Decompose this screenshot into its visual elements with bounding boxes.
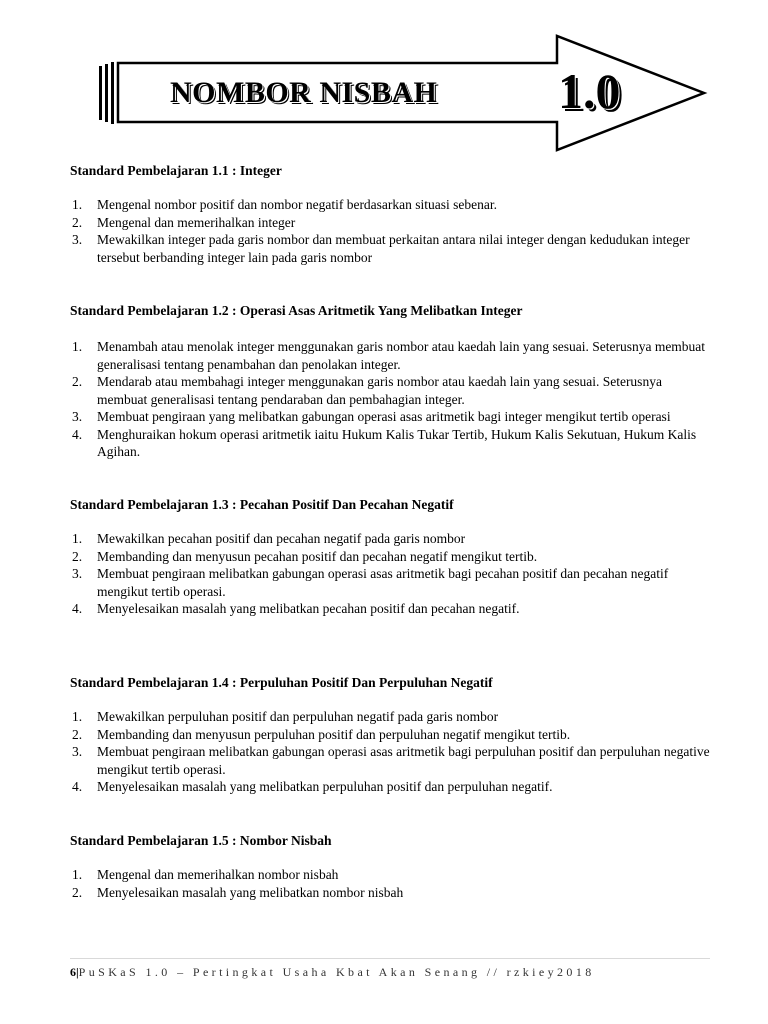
list-item: 1. Mengenal dan memerihalkan nombor nisbah [72, 867, 339, 882]
list-item: 3. Membuat pengiraan melibatkan gabungan operasi asas aritmetik bagi perpuluhan positif dan perpuluhan negative mengikut tertib operasi. [72, 744, 710, 777]
list-item: 3. Membuat pengiraan yang melibatkan gabungan operasi asas aritmetik bagi integer mengikut tertib operasi [72, 409, 671, 424]
footer-text [70, 965, 710, 980]
section-1-5 [70, 832, 710, 901]
objective-list [70, 708, 710, 796]
section-title: Standard Pembelajaran 1.2 : Operasi Asas Aritmetik Yang Melibatkan Integer [70, 303, 523, 318]
objective-list [70, 866, 710, 901]
section-title: Standard Pembelajaran 1.3 : Pecahan Positif Dan Pecahan Negatif [70, 497, 454, 512]
list-item: 2. Mendarab atau membahagi integer menggunakan garis nombor atau kaedah lain yang sesuai. Seterusnya membuat generalisasi tentang pendaraban dan pembahagian integer. [72, 374, 662, 407]
section-title: Standard Pembelajaran 1.4 : Perpuluhan Positif Dan Perpuluhan Negatif [70, 675, 493, 690]
list-item: 1. Menambah atau menolak integer menggunakan garis nombor atau kaedah lain yang sesuai. Seterusnya membuat generalisasi tentang penambahan dan penolakan integer. [72, 339, 706, 372]
list-item: 1. Mewakilkan pecahan positif dan pecahan negatif pada garis nombor [72, 531, 466, 546]
footer-separator: | [76, 965, 79, 979]
section-1-2 [70, 302, 710, 461]
list-item: 3. Membuat pengiraan melibatkan gabungan operasi asas aritmetik bagi pecahan positif dan pecahan negatif mengikut tertib operasi. [72, 566, 669, 599]
section-1-1 [70, 162, 710, 266]
list-item: 4. Menyelesaikan masalah yang melibatkan pecahan positif dan pecahan negatif. [72, 601, 520, 616]
list-item: 3. Mewakilkan integer pada garis nombor dan membuat perkaitan antara nilai integer dengan kedudukan integer tersebut berbanding integer lain pada garis nombor [72, 232, 690, 265]
list-item: 2. Mengenal dan memerihalkan integer [72, 214, 296, 230]
footer-caption: PuSKaS 1.0 – Pertingkat Usaha Kbat Akan Senang // rzkiey2018 [78, 965, 595, 979]
chapter-title: NOMBOR NISBAH [170, 76, 438, 109]
section-1-4 [70, 674, 710, 796]
objective-list [70, 338, 710, 461]
page-number: 6 [70, 965, 76, 979]
section-title: Standard Pembelajaran 1.5 : Nombor Nisbah [70, 833, 332, 848]
objective-list [70, 530, 710, 618]
section-1-3 [70, 496, 710, 618]
objective-list [70, 196, 710, 266]
chapter-number: 1.0 [558, 63, 621, 119]
list-item: 1. Mengenal nombor positif dan nombor negatif berdasarkan situasi sebenar. [72, 197, 498, 212]
list-item: 1. Mewakilkan perpuluhan positif dan perpuluhan negatif pada garis nombor [72, 709, 499, 724]
list-item: 2. Membanding dan menyusun perpuluhan positif dan perpuluhan negatif mengikut tertib. [72, 726, 571, 742]
page-footer [70, 958, 710, 980]
list-item: 4. Menyelesaikan masalah yang melibatkan perpuluhan positif dan perpuluhan negatif. [72, 779, 553, 794]
list-item: 2. Menyelesaikan masalah yang melibatkan nombor nisbah [72, 884, 404, 900]
section-title: Standard Pembelajaran 1.1 : Integer [70, 163, 282, 178]
chapter-banner [0, 0, 768, 160]
list-item: 4. Menghuraikan hokum operasi aritmetik iaitu Hukum Kalis Tukar Tertib, Hukum Kalis Sekutuan, Hukum Kalis Agihan. [72, 426, 697, 459]
list-item: 2. Membanding dan menyusun pecahan positif dan pecahan negatif mengikut tertib. [72, 548, 538, 564]
